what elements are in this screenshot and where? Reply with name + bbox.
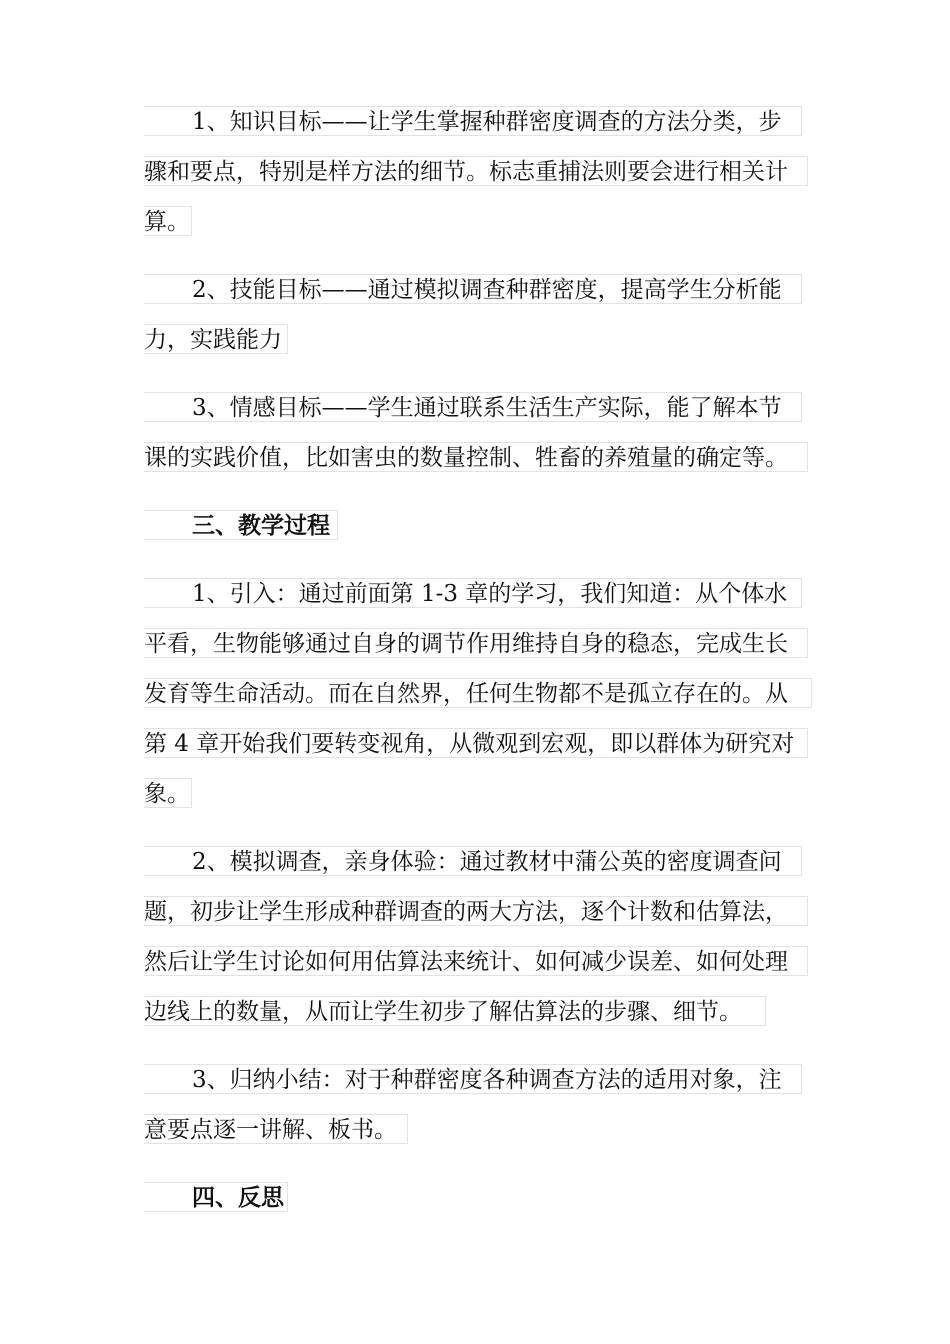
paragraph-summary-line-1: 3、归纳小结：对于种群密度各种调查方法的适用对象，注 — [144, 1064, 802, 1094]
paragraph-skill-goal-line-2: 力，实践能力 — [144, 324, 288, 354]
paragraph-summary-line-2: 意要点逐一讲解、板书。 — [144, 1114, 408, 1144]
paragraph-simulation-line-1: 2、模拟调查，亲身体验：通过教材中蒲公英的密度调查问 — [144, 846, 802, 876]
paragraph-emotion-goal-line-1: 3、情感目标——学生通过联系生活生产实际，能了解本节 — [144, 392, 802, 422]
paragraph-introduction-line-1: 1、引入：通过前面第 1-3 章的学习，我们知道：从个体水 — [144, 578, 802, 608]
paragraph-introduction-line-5: 象。 — [144, 778, 192, 808]
paragraph-introduction-line-3: 发育等生命活动。而在自然界，任何生物都不是孤立存在的。从 — [144, 678, 812, 708]
paragraph-knowledge-goal-line-3: 算。 — [144, 206, 192, 236]
paragraph-simulation-line-2: 题，初步让学生形成种群调查的两大方法，逐个计数和估算法， — [144, 896, 808, 926]
section-heading-teaching-process: 三、教学过程 — [144, 510, 338, 540]
paragraph-simulation-line-4: 边线上的数量，从而让学生初步了解估算法的步骤、细节。 — [144, 996, 766, 1026]
paragraph-knowledge-goal-line-2: 骤和要点，特别是样方法的细节。标志重捕法则要会进行相关计 — [144, 156, 808, 186]
section-heading-reflection: 四、反思 — [144, 1182, 288, 1212]
paragraph-emotion-goal-line-2: 课的实践价值，比如害虫的数量控制、牲畜的养殖量的确定等。 — [144, 442, 808, 472]
paragraph-skill-goal-line-1: 2、技能目标——通过模拟调查种群密度，提高学生分析能 — [144, 274, 802, 304]
paragraph-introduction-line-2: 平看，生物能够通过自身的调节作用维持自身的稳态，完成生长 — [144, 628, 808, 658]
paragraph-simulation-line-3: 然后让学生讨论如何用估算法来统计、如何减少误差、如何处理 — [144, 946, 808, 976]
paragraph-introduction-line-4: 第 4 章开始我们要转变视角，从微观到宏观，即以群体为研究对 — [144, 728, 808, 758]
paragraph-knowledge-goal-line-1: 1、知识目标——让学生掌握种群密度调查的方法分类，步 — [144, 106, 802, 136]
